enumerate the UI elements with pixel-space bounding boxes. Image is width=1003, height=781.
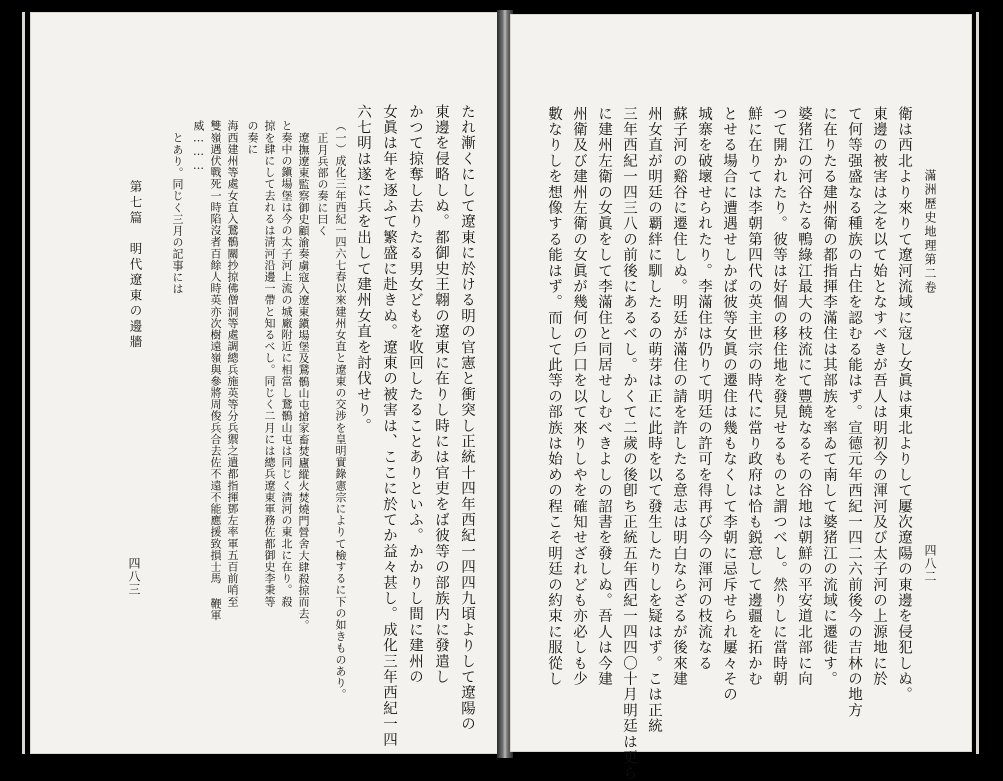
footnote-line: （一）成化三年西紀一四六七春以來建州女直と遼東の交涉を皇明實錄憲宗によりて檢するに下の如きものあり。 bbox=[334, 120, 347, 700]
right-body-col-2: 東邊の被害は之を以て始となすべきが吾人は明初今の渾河及び太子河の上源地に於 bbox=[871, 106, 887, 687]
right-body-col-6: つて開かれたり。彼等は好個の移住地を發見せるものと謂つべし。然りしに當時朝 bbox=[771, 106, 787, 687]
right-body-col-15: 數なりしを想像する能はず。而して此等の部族は始めの程こそ明廷の約束に服從し bbox=[546, 106, 562, 687]
quote2-line-2: 雙嶺遇伏戰死一時陷沒者百餘人時英亦次樹遠嶺與參將周俊兵合去佐不遠不能應援致損士馬 鞭軍 bbox=[209, 120, 222, 621]
quote2-line-3: 威……… bbox=[192, 120, 205, 173]
quote-line-2: と奏中の鎭場堡は今の太子河上流の城廠附近に相當し鵞鶻山屯は同じく淸河の東北に在り。殺 bbox=[280, 120, 293, 608]
page-edge-left bbox=[22, 12, 25, 754]
right-body-col-9: 城寨を破壞せられたり。李滿住は仍りて明廷の許可を得再び今の渾河の枝流なる bbox=[696, 106, 712, 672]
left-body-col-1: たれ漸くにして遼東に於ける明の官憲と衝突し正統十四年西紀一四四九頃よりして遼陽の bbox=[459, 104, 475, 732]
right-body-col-1: 衛は西北より來りて遼河流域に寇し女眞は東北よりして屢次遼陽の東邊を侵犯しぬ。 bbox=[896, 106, 912, 703]
right-body-col-3: て何等强盛なる種族の占住を認むる能はず。宣德元年西紀一四二六前後今の吉林の地方 bbox=[846, 106, 862, 719]
quote-heading: 正月兵部の奏に曰く bbox=[316, 132, 329, 237]
right-body-col-11: 州女直が明廷の覇絆に馴したるの萌芽は正に此時を以て發生したりしを疑はず。こは正統 bbox=[646, 106, 662, 734]
page-number: 四八三 bbox=[127, 557, 141, 596]
closing-line: とあり。同じく三月の記事には bbox=[171, 132, 184, 295]
quote-line-4: の奏に bbox=[246, 120, 259, 155]
left-body-col-3: かつて掠奪し去りたる男女どもを收回したることありといふ。かかりし間に建州の bbox=[407, 104, 423, 685]
quote2-line-1: 海西建州等處女直入鵞鶻關抄掠佛僧洞等處調總兵施英等分兵禦之遣都指揮鄧左率軍五百前哨至 bbox=[226, 120, 239, 608]
right-body-col-5: 婆猪江の河谷たる鴨綠江最大の枝流にて豐饒なるその谷地は朝鮮の平安道北部に向 bbox=[796, 106, 812, 687]
quote-line-3: 掠を肆にして去れるは淸河沿邊一帶と知るべし。同じく二月には總兵遼東軍務佐都御史李秉等 bbox=[263, 120, 276, 608]
chapter-title: 第七篇 明代遼東の邊牆 bbox=[128, 180, 143, 351]
page-edge-right bbox=[976, 12, 979, 754]
right-body-col-14: 州衛及び建州左衛の女眞が幾何の戶口を以て來りしやを確知せざれども亦必しも少 bbox=[571, 106, 587, 687]
quote-line-1: 遼撫遼東監察御史顧渝奏虜寇入遼東鎭場堡及鵞鶻山屯搶家畜焚廬縱火焚燒門營舍大肆殺掠而去。 bbox=[297, 132, 310, 631]
left-body-col-5: 六七明は遂に兵を出して建州女直を討伐せり。 bbox=[355, 104, 371, 434]
right-body-col-10: 蘇子河の谿谷に遷住しぬ。明廷が滿住の請を許したる意志は明白ならざるが後來建 bbox=[671, 106, 687, 687]
right-body-col-7: 鮮に在りては李朝第四代の英主世宗の時代に當り政府は恰も鋭意して邊疆を拓かむ bbox=[746, 106, 762, 687]
left-body-col-2: 東邊を侵略しぬ。都御史王翺の遼東に在りし時には官吏をば彼等の部族内に發遣し bbox=[433, 104, 449, 685]
left-body-col-4: 女眞は年を逐ふて繁盛に赴きぬ。遼東の被害は、ここに於てか益々甚し。成化三年西紀一四 bbox=[381, 104, 397, 748]
right-body-col-13: に建州左衛の女眞をして李滿住と同居せしむべきよしの詔書を發しぬ。吾人は今建 bbox=[596, 106, 612, 687]
right-body-col-8: とせる場合に遭遇せしかば彼等女眞の遷住は幾もなくして李朝に忌斥せられ屢々その bbox=[721, 106, 737, 703]
right-body-col-12: 三年西紀一四三八の前後にあるべし。かくて二歲の後卽ち正統五年西紀一四四〇十月明廷は更ら bbox=[621, 106, 637, 781]
right-body-col-4: に在りたる建州衛の都指揮李滿住は其部族を率ゐて南して婆猪江の流域に遷徙す。 bbox=[821, 106, 837, 687]
page-number: 四八二 bbox=[923, 544, 937, 583]
right-page bbox=[510, 14, 972, 781]
running-head: 滿洲歷史地理第二卷 bbox=[923, 169, 937, 295]
left-page bbox=[30, 12, 500, 754]
